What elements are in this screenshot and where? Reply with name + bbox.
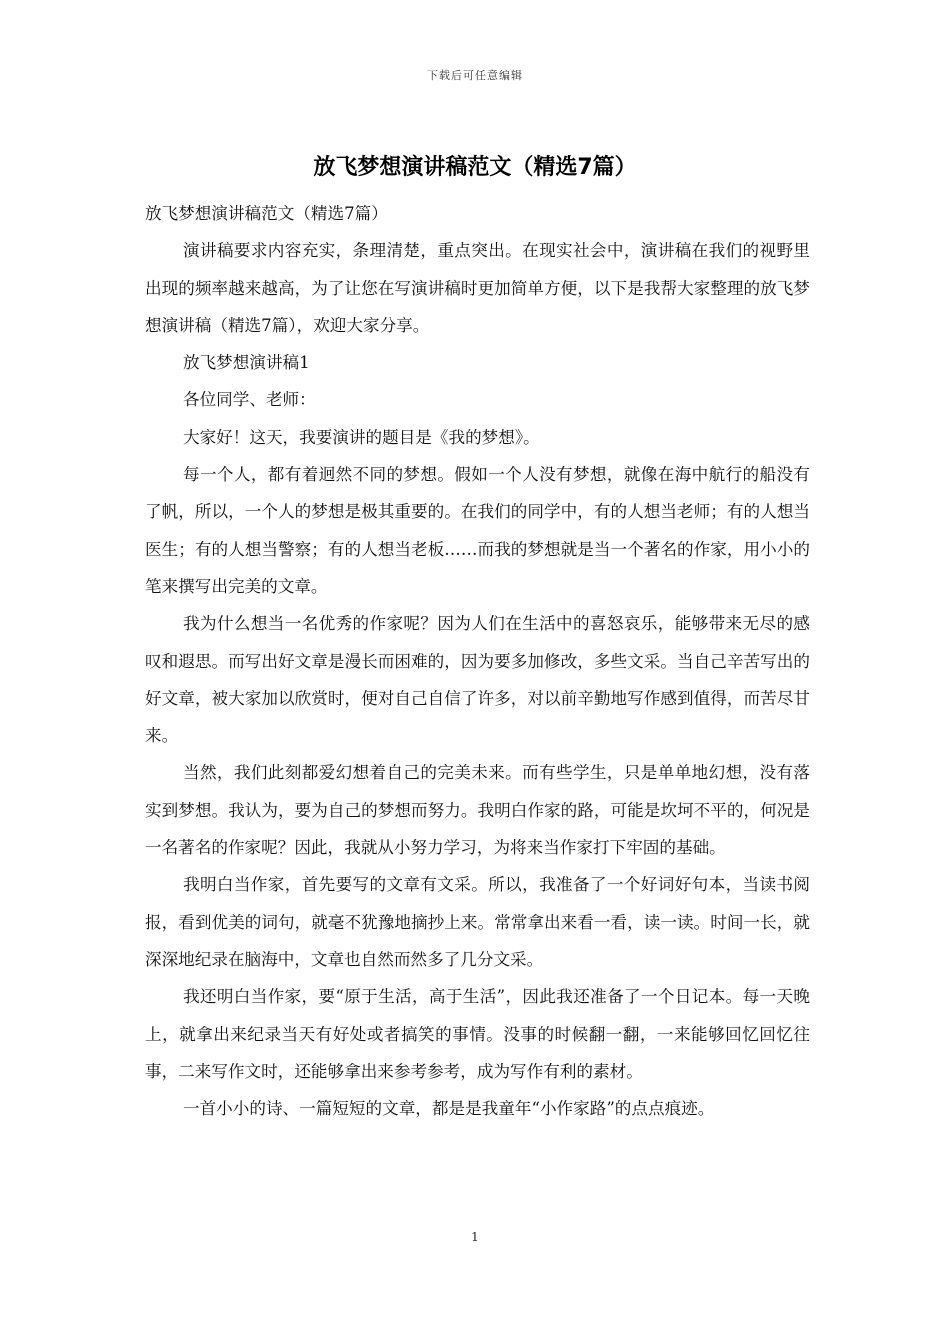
intro-paragraph: 演讲稿要求内容充实，条理清楚，重点突出。在现实社会中，演讲稿在我们的视野里出现的频率越来越高，为了让您在写演讲稿时更加简单方便，以下是我帮大家整理的放飞梦想演讲稿（精选7篇），欢迎大家分享。 bbox=[145, 241, 810, 335]
body-paragraph: 我还明白当作家，要“原于生活，高于生活”，因此我还准备了一个日记本。每一天晚上，就拿出来纪录当天有好处或者搞笑的事情。没事的时候翻一翻，一来能够回忆回忆往事，二来写作文时，还能够拿出来参考参考，成为写作有利的素材。 bbox=[145, 987, 810, 1081]
subtitle-paragraph: 放飞梦想演讲稿范文（精选7篇） bbox=[145, 204, 388, 223]
document-body bbox=[145, 195, 810, 1127]
salutation-paragraph: 各位同学、老师： bbox=[183, 390, 316, 410]
body-paragraph: 我为什么想当一名优秀的作家呢？因为人们在生活中的喜怒哀乐，能够带来无尽的感叹和遐思。而写出好文章是漫长而困难的，因为要多加修改，多些文采。当自己辛苦写出的好文章，被大家加以欣赏时，便对自己自信了许多，对以前辛勤地写作感到值得，而苦尽甘来。 bbox=[145, 614, 810, 746]
greeting-paragraph: 大家好！这天，我要演讲的题目是《我的梦想》。 bbox=[183, 427, 540, 447]
body-paragraph: 当然，我们此刻都爱幻想着自己的完美未来。而有些学生，只是单单地幻想，没有落实到梦想。我认为，要为自己的梦想而努力。我明白作家的路，可能是坎坷不平的，何况是一名著名的作家呢？因此，我就从小努力学习，为将来当作家打下牢固的基础。 bbox=[145, 763, 810, 858]
body-paragraph: 每一个人，都有着迥然不同的梦想。假如一个人没有梦想，就像在海中航行的船没有了帆，所以，一个人的梦想是极其重要的。在我们的同学中，有的人想当老师；有的人想当医生；有的人想当警察；有的人想当老板……而我的梦想就是当一个著名的作家，用小小的笔来撰写出完美的文章。 bbox=[145, 465, 810, 596]
body-paragraph: 我明白当作家，首先要写的文章有文采。所以，我准备了一个好词好句本，当读书阅报，看到优美的词句，就毫不犹豫地摘抄上来。常常拿出来看一看，读一读。时间一长，就深深地纪录在脑海中，文章也自然而然多了几分文采。 bbox=[145, 875, 810, 969]
section-heading: 放飞梦想演讲稿1 bbox=[183, 353, 310, 373]
document-title: 放飞梦想演讲稿范文（精选7篇） bbox=[313, 155, 637, 180]
page-number: 1 bbox=[471, 1230, 479, 1244]
page-header-note: 下载后可任意编辑 bbox=[427, 69, 523, 82]
body-paragraph: 一首小小的诗、一篇短短的文章，都是是我童年“小作家路”的点点痕迹。 bbox=[183, 1099, 715, 1119]
